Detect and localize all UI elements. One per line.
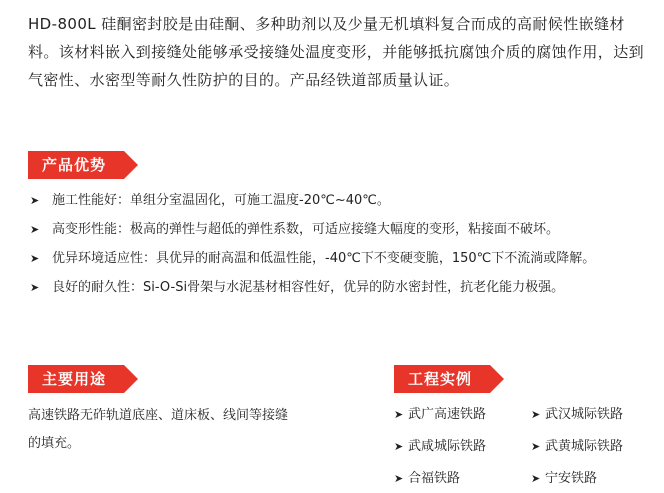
usage-heading [28, 365, 138, 393]
arrow-right-icon: ➤ [531, 440, 541, 453]
arrow-right-icon: ➤ [30, 252, 40, 265]
list-item [28, 187, 658, 215]
list-item [394, 433, 531, 461]
case-name: 武咸城际铁路 [408, 439, 487, 454]
list-item [394, 401, 531, 429]
case-name: 武汉城际铁路 [545, 407, 624, 422]
advantage-title: 优异环境适应性： [52, 251, 157, 266]
case-name: 武黄城际铁路 [545, 439, 624, 454]
advantages-heading-label: 产品优势 [42, 156, 107, 174]
advantage-text: 具优异的耐高温和低温性能，-40℃下不变硬变脆，150℃下不流淌或降解。 [156, 251, 596, 266]
list-item [531, 401, 661, 429]
advantage-title: 良好的耐久性： [52, 280, 144, 295]
arrow-right-icon: ➤ [30, 223, 40, 236]
advantage-text: 极高的弹性与超低的弹性系数，可适应接缝大幅度的变形，粘接面不破坏。 [130, 222, 560, 237]
arrow-right-icon: ➤ [531, 472, 541, 485]
arrow-right-icon: ➤ [30, 194, 40, 207]
arrow-right-icon: ➤ [531, 408, 541, 421]
list-item [28, 245, 658, 273]
advantages-list [28, 187, 658, 302]
cases-heading [394, 365, 504, 393]
list-item [28, 274, 658, 302]
arrow-right-icon: ➤ [394, 408, 404, 421]
cases-heading-label: 工程实例 [408, 370, 473, 388]
case-name: 宁安铁路 [545, 471, 598, 486]
case-name: 合福铁路 [408, 471, 461, 486]
list-item [28, 216, 658, 244]
list-item [394, 465, 531, 493]
list-item [531, 465, 661, 493]
arrow-right-icon: ➤ [394, 440, 404, 453]
usage-heading-label: 主要用途 [42, 370, 107, 388]
advantage-text: 单组分室温固化，可施工温度-20℃~40℃。 [130, 193, 390, 208]
case-name: 武广高速铁路 [408, 407, 487, 422]
list-item [531, 433, 661, 461]
arrow-right-icon: ➤ [394, 472, 404, 485]
usage-text: 高速铁路无砟轨道底座、道床板、线间等接缝的填充。 [28, 408, 289, 451]
advantages-heading [28, 151, 138, 179]
advantage-title: 施工性能好： [52, 193, 131, 208]
advantage-text: Si-O-Si骨架与水泥基材相容性好，优异的防水密封性，抗老化能力极强。 [143, 280, 565, 295]
arrow-right-icon: ➤ [30, 281, 40, 294]
cases-list [394, 401, 664, 493]
advantage-title: 高变形性能： [52, 222, 131, 237]
intro-paragraph: HD-800L 硅酮密封胶是由硅酮、多种助剂以及少量无机填料复合而成的高耐候性嵌缝材料。该材料嵌入到接缝处能够承受接缝处温度变形，并能够抵抗腐蚀介质的腐蚀作用，达到气密性、水密型等耐久性防护的目的。产品经铁道部质量认证。 [28, 15, 645, 89]
